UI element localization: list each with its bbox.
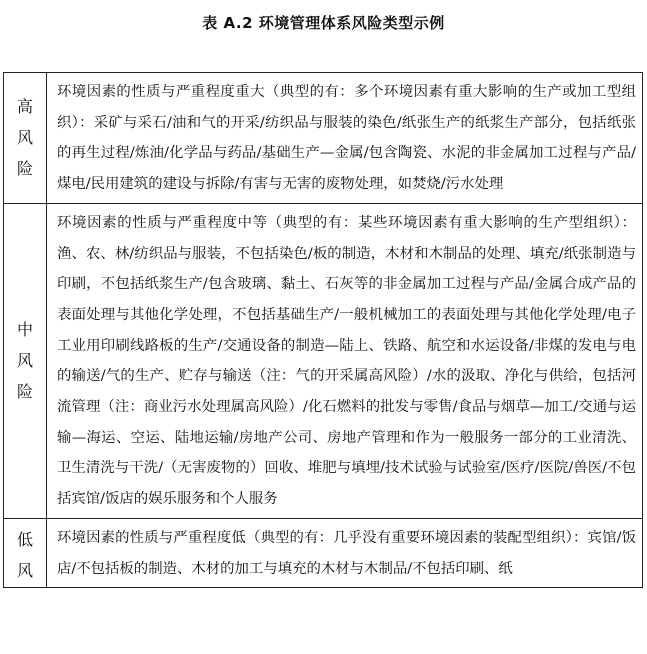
table-title: 表 A.2 环境管理体系风险类型示例 xyxy=(202,14,445,32)
risk-level-char: 风 xyxy=(16,128,33,148)
risk-level-char: 险 xyxy=(16,382,33,402)
table-row-high-risk xyxy=(4,73,643,204)
risk-level-cell xyxy=(4,518,47,587)
risk-description: 环境因素的性质与严重程度中等（典型的有：某些环境因素有重大影响的生产型组织）：渔、农、林/纺织品与服装，不包括染色/板的制造，木材和木制品的处理、填充/纸张制造与印刷，不包括纸浆生产/包含玻璃、黏土、石灰等的非金属加工过程与产品/金属合成产品的表面处理与其他化学处理，不包括基础生产/一般机械加工的表面处理与其他化学处理/电子工业用印刷线路板的生产/交通设备的制造—陆上、铁路、航空和水运设备/非煤的发电与电的输送/气的生产、贮存与输送（注：气的开采属高风险）/水的汲取、净化与供给，包括河流管理（注：商业污水处理属高风险）/化石燃料的批发与零售/食品与烟草—加工/交通与运输—海运、空运、陆地运输/房地产公司、房地产管理和作为一般服务一部分的工业清洗、卫生清洗与干洗/（无害废物的）回收、堆肥与填埋/技术试验与试验室/医疗/医院/兽医/不包括宾馆/饭店的娱乐服务和个人服务 xyxy=(47,203,643,518)
risk-level-cell xyxy=(4,73,47,204)
table-row-low-risk xyxy=(4,518,643,587)
risk-level-char: 中 xyxy=(16,320,33,340)
risk-level-char: 高 xyxy=(16,97,33,117)
table-row-medium-risk xyxy=(4,203,643,518)
risk-level-cell xyxy=(4,203,47,518)
risk-description: 环境因素的性质与严重程度低（典型的有：几乎没有重要环境因素的装配型组织）：宾馆/饭店/不包括板的制造、木材的加工与填充的木材与木制品/不包括印刷、纸 xyxy=(47,518,643,587)
risk-level-char: 险 xyxy=(16,159,33,179)
risk-description: 环境因素的性质与严重程度重大（典型的有：多个环境因素有重大影响的生产或加工型组织）：采矿与采石/油和气的开采/纺织品与服装的染色/纸张生产的纸浆生产部分，包括纸张的再生过程/炼油/化学品与药品/基础生产—金属/包含陶瓷、水泥的非金属加工过程与产品/煤电/民用建筑的建设与拆除/有害与无害的废物处理，如焚烧/污水处理 xyxy=(47,73,643,204)
risk-type-table xyxy=(3,72,643,588)
risk-level-char: 低 xyxy=(16,529,33,549)
risk-level-char: 风 xyxy=(16,560,33,580)
risk-level-char: 风 xyxy=(16,351,33,371)
